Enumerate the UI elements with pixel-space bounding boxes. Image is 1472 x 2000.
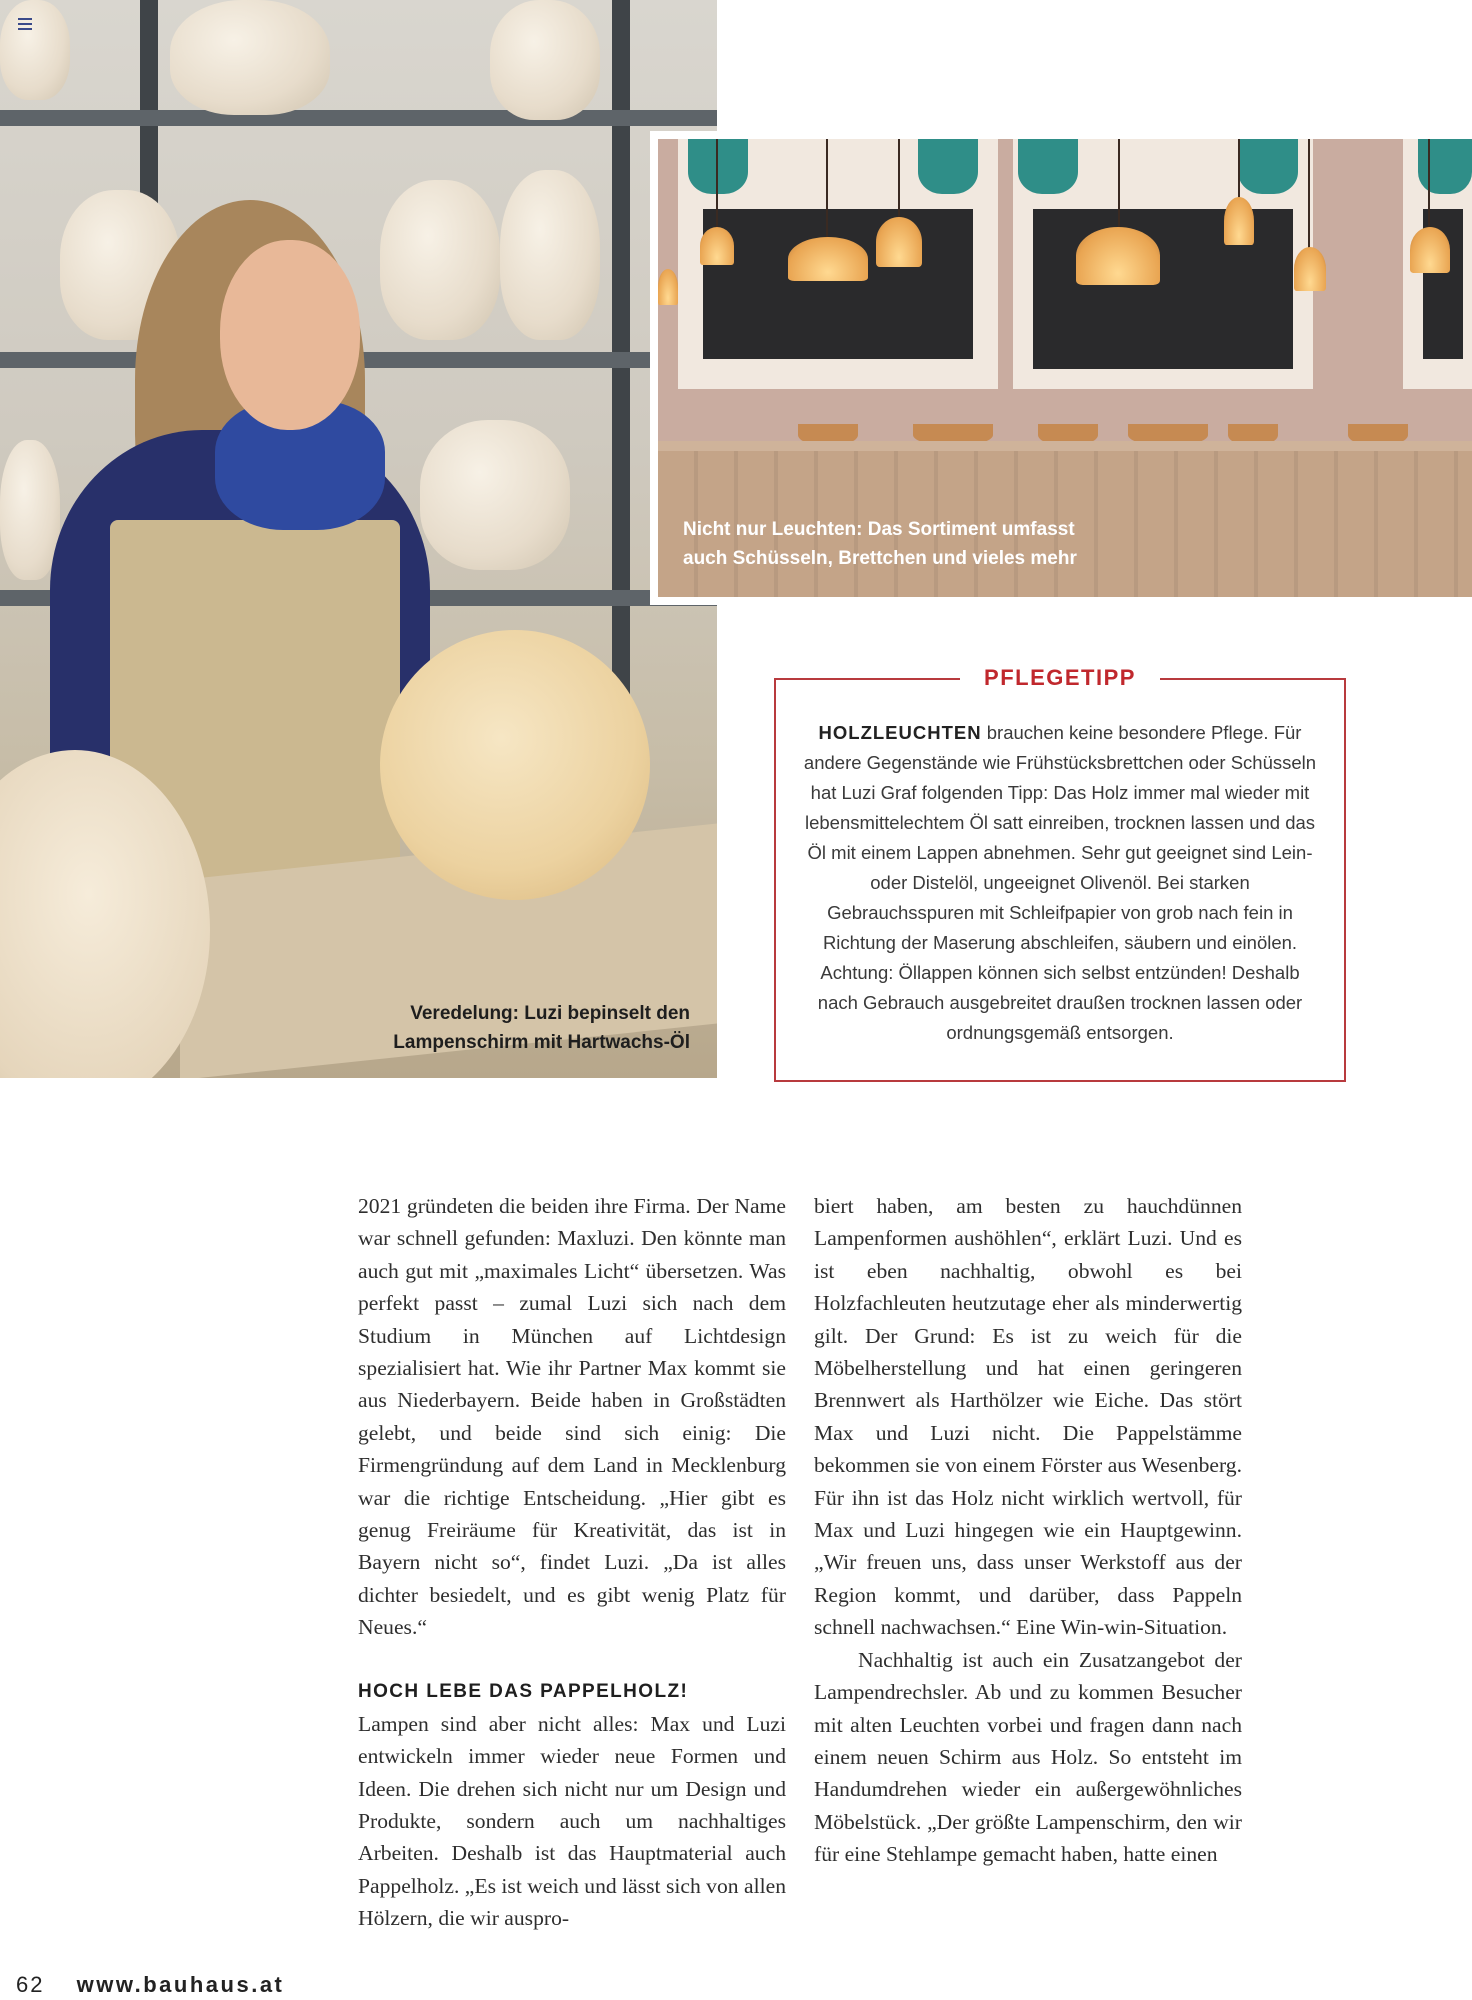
caption-line: auch Schüsseln, Brettchen und vieles mehr (683, 548, 1077, 569)
page-footer (16, 1972, 284, 1998)
care-tip-lead: HOLZLEUCHTEN (818, 722, 982, 743)
photo-caption-shop (683, 515, 1103, 573)
photo-woman-oiling-lampshade (0, 0, 717, 1078)
article-subheading: HOCH LEBE DAS PAPPELHOLZ! (358, 1680, 689, 1702)
article-paragraph: Lampen sind aber nicht alles: Max und Luzi entwickeln immer wieder neue Formen und Ideen. Die drehen sich nicht nur um Design und Produkte, sondern auch um nachhaltiges Arbeiten. Deshalb ist das Hauptmaterial auch Pappelholz. „Es ist weich und lässt sich von allen Hölzern, die wir auspro- (358, 1711, 786, 1931)
care-tip-title: PFLEGETIPP (960, 660, 1160, 696)
caption-line: Lampenschirm mit Hartwachs-Öl (393, 1032, 690, 1053)
caption-line: Nicht nur Leuchten: Das Sortiment umfasst (683, 519, 1075, 540)
article-column-left (358, 1190, 786, 1935)
caption-line: Veredelung: Luzi bepinselt den (410, 1003, 690, 1024)
menu-icon[interactable] (18, 18, 32, 30)
article-column-right (814, 1190, 1242, 1871)
article-paragraph: biert haben, am besten zu hauchdünnen Lampenformen aushöhlen“, erklärt Luzi. Und es ist eben nachhaltig, obwohl es bei Holzfachleuten heutzutage eher als minderwertig gilt. Der Grund: Es ist zu weich für die Möbelherstellung und hat einen geringeren Brennwert als Harthölzer wie Eiche. Das stört Max und Luzi nicht. Die Pappelstämme bekommen sie von einem Förster aus Wesenberg. Für ihn ist das Holz nicht wirklich wertvoll, für Max und Luzi hingegen wie ein Hauptgewinn. „Wir freuen uns, dass unser Werkstoff aus der Region kommt, und darüber, dass Pappeln schnell nachwachsen.“ Eine Win-win-Situation. (814, 1194, 1242, 1640)
page-number: 62 (16, 1972, 45, 1997)
article-paragraph: 2021 gründeten die beiden ihre Firma. Der Name war schnell gefunden: Maxluzi. Den könnte man auch gut mit „maximales Licht“ übersetzen. Was perfekt passt – zumal Luzi sich nach dem Studium in München auf Lichtdesign spezialisiert hat. Wie ihr Partner Max kommt sie aus Niederbayern. Beide haben in Großstädten gelebt, und beide sind sich einig: Die Firmengründung auf dem Land in Mecklenburg war die richtige Entscheidung. „Hier gibt es genug Freiräume für Kreativität, das ist in Bayern nicht so“, findet Luzi. „Da ist alles dichter besiedelt, und es gibt wenig Platz für Neues.“ (358, 1194, 786, 1640)
footer-url[interactable]: www.bauhaus.at (76, 1972, 285, 1997)
care-tip-body: brauchen keine besondere Pflege. Für andere Gegenstände wie Frühstücksbrettchen oder Schüsseln hat Luzi Graf folgenden Tipp: Das Holz immer mal wieder mit lebensmittelechtem Öl satt einreiben, trocknen lassen und das Öl mit einem Lappen abnehmen. Sehr gut geeignet sind Lein- oder Distelöl, ungeeignet Olivenöl. Bei starken Gebrauchsspuren mit Schleifpapier von grob nach fein in Richtung der Maserung abschleifen, säubern und einölen. Achtung: Öllappen können sich selbst entzünden! Deshalb nach Gebrauch ausgebreitet draußen trocknen lassen oder ordnungsgemäß entsorgen. (803, 722, 1317, 1043)
article-paragraph: Nachhaltig ist auch ein Zusatzangebot der Lampendrechsler. Ab und zu kommen Besucher mit alten Leuchten vorbei und fragen dann nach einem neuen Schirm aus Holz. So entsteht im Handumdrehen wieder ein außergewöhnliches Möbelstück. „Der größte Lampenschirm, den wir für eine Stehlampe gemacht haben, hatte einen (814, 1647, 1242, 1867)
photo-caption-main (380, 999, 690, 1057)
care-tip-text (800, 718, 1320, 1048)
